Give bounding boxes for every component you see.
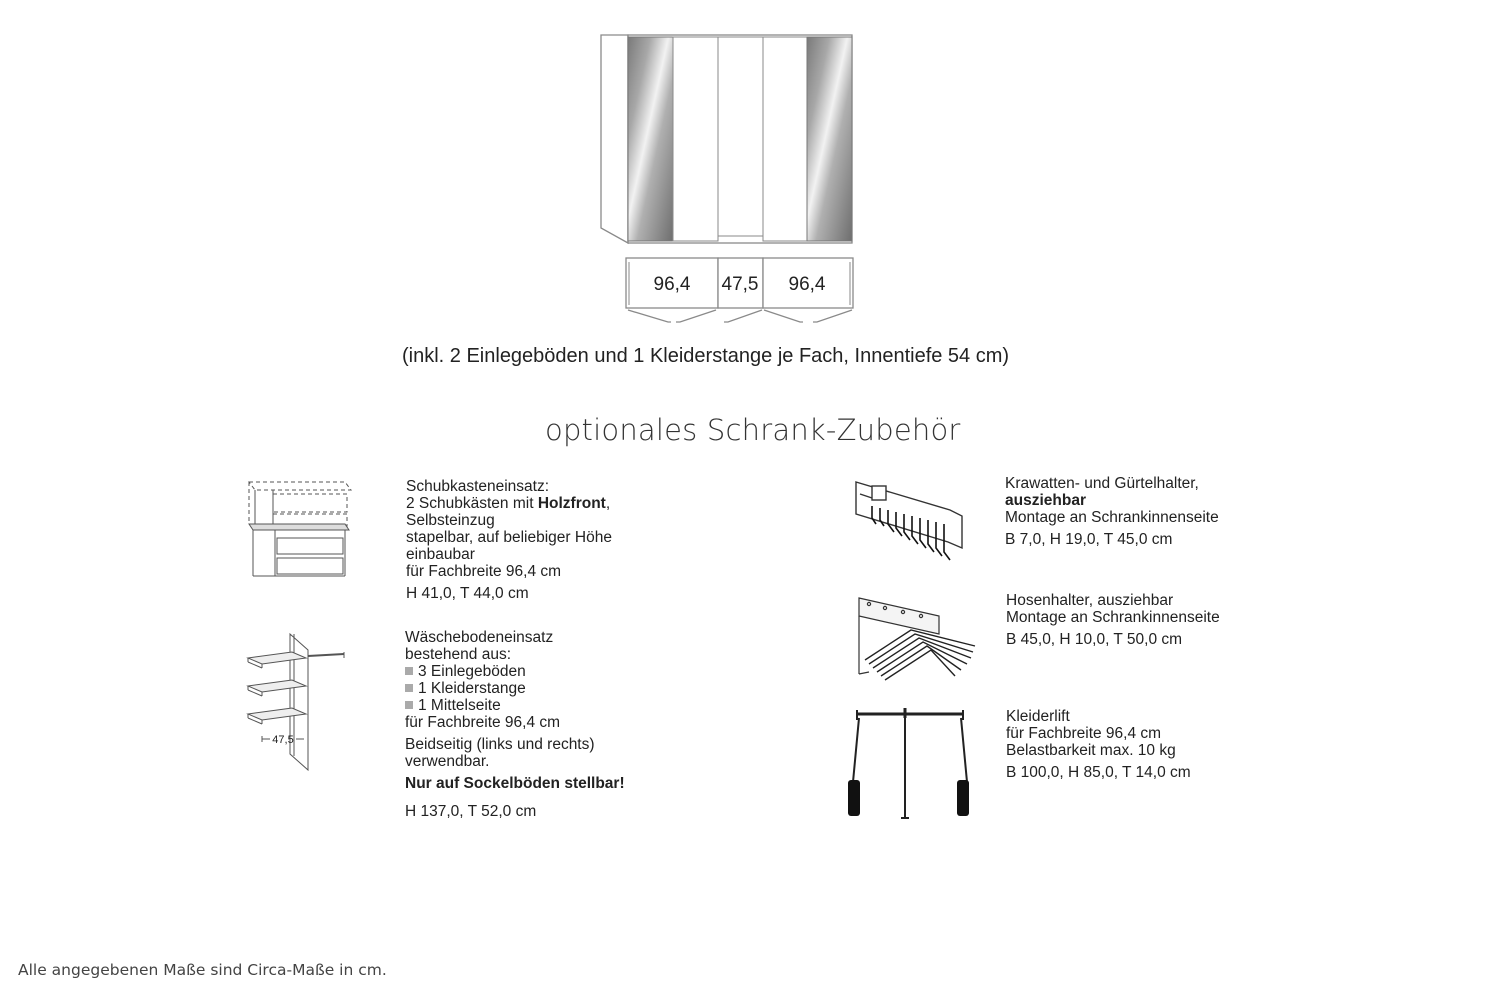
mirror-door-left [628, 37, 673, 241]
tie-belt-holder-text [1005, 475, 1219, 548]
trouser-holder-icon [855, 594, 980, 684]
trouser-holder-line: Montage an Schrankinnenseite [1006, 609, 1220, 626]
shelf-insert-bullet: 1 Kleiderstange [418, 680, 526, 697]
door-2 [673, 37, 718, 241]
drawer-insert-bold: Holzfront [537, 495, 606, 512]
compartment-box-right [763, 258, 853, 308]
lift-handle-left [848, 780, 860, 816]
shelf-insert-extra: verwendbar. [405, 753, 490, 770]
width-label-left: 96,4 [653, 274, 691, 295]
clothes-lift-title: Kleiderlift [1006, 708, 1070, 725]
footer-note: Alle angegebenen Maße sind Circa-Maße in cm. [18, 961, 387, 979]
clothes-lift-dims: B 100,0, H 85,0, T 14,0 cm [1006, 764, 1191, 781]
shelf-insert-icon [242, 628, 352, 773]
trouser-holder-title: Hosenhalter, ausziehbar [1006, 592, 1174, 609]
bullet-square-icon [405, 684, 413, 692]
drawer-insert-line: einbaubar [406, 546, 475, 563]
width-label-right: 96,4 [788, 274, 826, 295]
shelf-insert-extra: Beidseitig (links und rechts) [405, 736, 595, 753]
shelf-insert-line: bestehend aus: [405, 646, 512, 663]
tie-belt-holder-line: Montage an Schrankinnenseite [1005, 509, 1219, 526]
wardrobe-side-panel [601, 35, 628, 243]
shelf-insert-bullet: 3 Einlegeböden [418, 663, 526, 680]
clothes-lift-line: Belastbarkeit max. 10 kg [1006, 742, 1176, 759]
shelf-insert-warning: Nur auf Sockelböden stellbar! [405, 775, 625, 792]
tie-belt-holder-icon [850, 474, 970, 569]
section-title: optionales Schrank-Zubehör [545, 413, 961, 447]
shelf-insert-text [405, 629, 625, 820]
trouser-holder-dims: B 45,0, H 10,0, T 50,0 cm [1006, 631, 1183, 648]
door-swing-lines [628, 310, 852, 322]
drawer-insert-dims: H 41,0, T 44,0 cm [406, 585, 529, 602]
width-label-middle: 47,5 [721, 274, 759, 295]
drawer-insert-title: Schubkasteneinsatz: [406, 478, 550, 495]
drawer-insert-line: stapelbar, auf beliebiger Höhe [406, 529, 612, 546]
clothes-lift-icon [843, 706, 973, 826]
drawer-insert-text [406, 478, 612, 602]
tie-belt-holder-bold: ausziehbar [1005, 492, 1086, 509]
compartment-box-left [626, 258, 718, 308]
shelf-insert-title: Wäschebodeneinsatz [405, 629, 554, 646]
trouser-holder-text [1006, 592, 1220, 648]
shelf-insert-dim-label: 47,5 [272, 734, 294, 746]
shelf-insert-fach: für Fachbreite 96,4 cm [405, 714, 561, 731]
bullet-square-icon [405, 701, 413, 709]
drawer-insert-line: Selbsteinzug [406, 512, 495, 529]
drawer-insert-icon [245, 478, 355, 578]
tie-belt-holder-title: Krawatten- und Gürtelhalter, [1005, 475, 1199, 492]
tie-belt-holder-dims: B 7,0, H 19,0, T 45,0 cm [1005, 531, 1173, 548]
clothes-lift-line: für Fachbreite 96,4 cm [1006, 725, 1162, 742]
shelf-insert-bullet: 1 Mittelseite [418, 697, 501, 714]
clothes-lift-text [1006, 708, 1191, 781]
bullet-square-icon [405, 667, 413, 675]
drawer-insert-line: 2 Schubkästen mit [406, 495, 538, 512]
door-3 [718, 37, 763, 236]
shelf-insert-dims: H 137,0, T 52,0 cm [405, 803, 537, 820]
compartment-box-middle [718, 258, 763, 308]
door-4 [763, 37, 807, 241]
lift-handle-right [957, 780, 969, 816]
wardrobe-note: (inkl. 2 Einlegeböden und 1 Kleiderstange je Fach, Innentiefe 54 cm) [402, 345, 1010, 367]
drawer-insert-comma: , [605, 495, 611, 512]
mirror-door-right [807, 37, 852, 241]
drawer-insert-line: für Fachbreite 96,4 cm [406, 563, 562, 580]
